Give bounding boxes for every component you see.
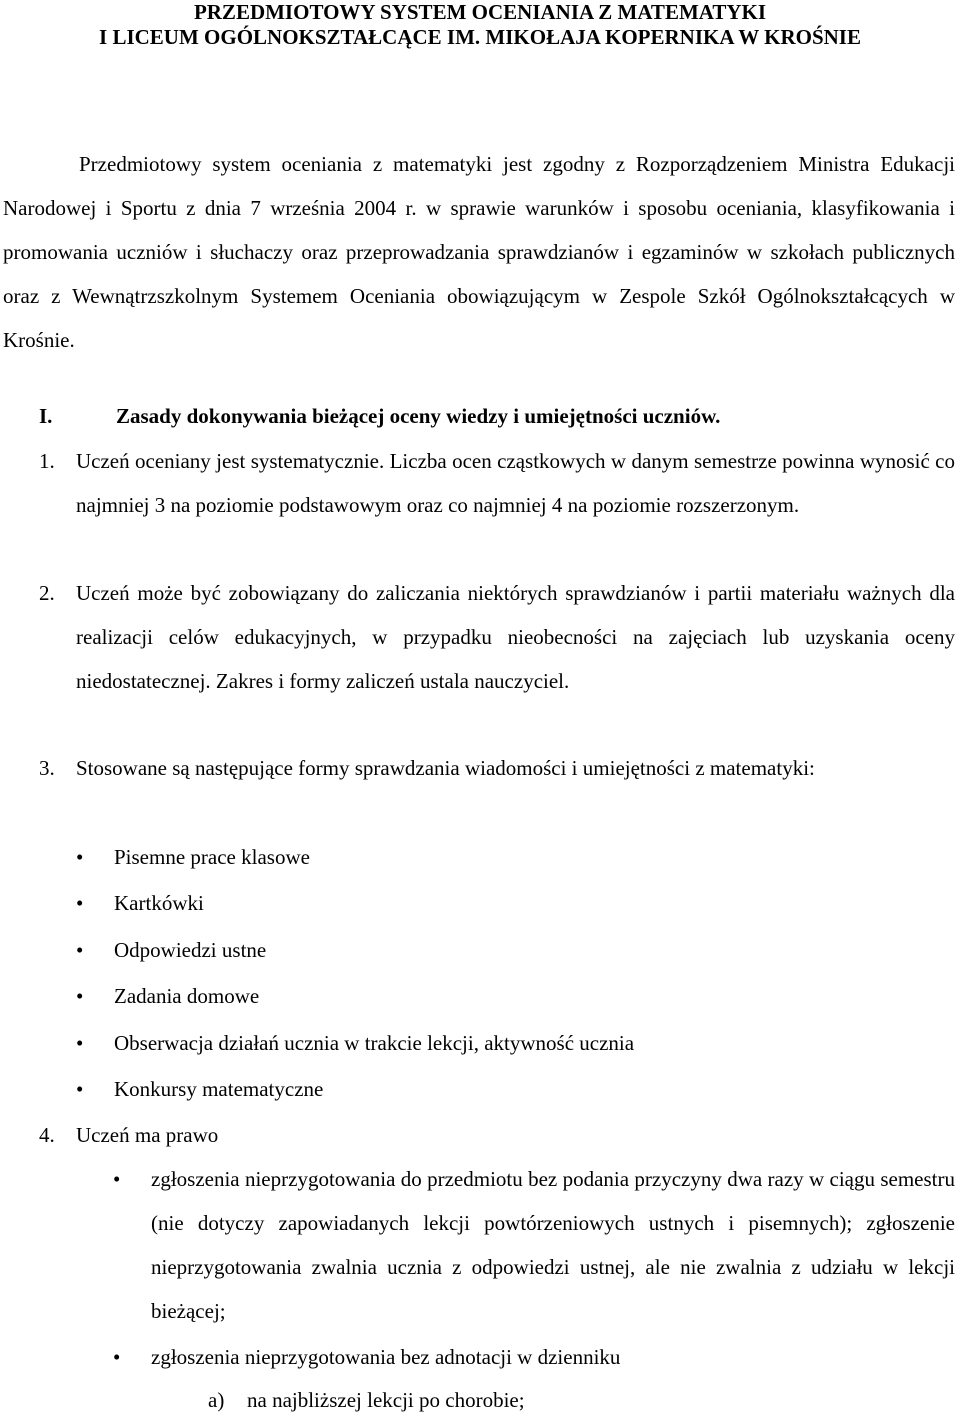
list-item-number: 3. <box>39 756 55 780</box>
forms-bullet-2 <box>0 881 960 925</box>
bullet-icon: • <box>76 984 84 1008</box>
document-title <box>0 0 960 50</box>
list-item-text: Uczeń oceniany jest systematycznie. Liczba ocen cząstkowych w danym semestrze powinna wynosić co najmniej 3 na poziomie podstawowym oraz co najmniej 4 na poziomie rozszerzonym. <box>76 449 955 517</box>
list-item-number: 1. <box>39 449 55 473</box>
forms-bullet-1 <box>0 835 960 879</box>
section-number: I. <box>39 404 53 428</box>
list-item-number: 2. <box>39 581 55 605</box>
bullet-icon: • <box>113 1167 121 1191</box>
bullet-icon: • <box>76 845 84 869</box>
forms-bullet-text: Obserwacja działań ucznia w trakcie lekcji, aktywność ucznia <box>114 1031 635 1055</box>
forms-bullet-text: Pisemne prace klasowe <box>114 845 310 869</box>
title-line-2: I LICEUM OGÓLNOKSZTAŁCĄCE IM. MIKOŁAJA KOPERNIKA W KROŚNIE <box>99 25 861 49</box>
forms-bullet-text: Konkursy matematyczne <box>114 1077 324 1101</box>
list-item-text: Stosowane są następujące formy sprawdzania wiadomości i umiejętności z matematyki: <box>76 756 815 780</box>
bullet-icon: • <box>76 1077 84 1101</box>
rights-bullet-text: zgłoszenia nieprzygotowania do przedmiotu bez podania przyczyny dwa razy w ciągu semestru (nie dotyczy zapowiadanych lekcji powtórzeniowych ustnych i pisemnych); zgłoszenie nieprzygotowania zwalnia ucznia z odpowiedzi ustnej, ale nie zwalnia z udziału w lekcji bieżącej; <box>151 1167 955 1323</box>
list-item-text: Uczeń może być zobowiązany do zaliczania niektórych sprawdzianów i partii materiału ważnych dla realizacji celów edukacyjnych, w przypadku nieobecności na zajęciach lub uzyskania oceny niedostatecznej. Zakres i formy zaliczeń ustala nauczyciel. <box>76 581 955 693</box>
list-item-text: Uczeń ma prawo <box>76 1123 219 1147</box>
bullet-icon: • <box>76 938 84 962</box>
bullet-icon: • <box>113 1345 121 1369</box>
section-heading <box>0 404 960 438</box>
forms-bullet-text: Zadania domowe <box>114 984 260 1008</box>
forms-bullet-6 <box>0 1067 960 1111</box>
title-line-1: PRZEDMIOTOWY SYSTEM OCENIANIA Z MATEMATYKI <box>193 0 767 24</box>
forms-bullet-text: Kartkówki <box>114 891 204 915</box>
forms-bullet-text: Odpowiedzi ustne <box>114 938 267 962</box>
forms-bullet-4 <box>0 974 960 1018</box>
sub-item-text: na najbliższej lekcji po chorobie; <box>247 1388 525 1412</box>
list-item-number: 4. <box>39 1123 55 1147</box>
sub-item-label: a) <box>208 1388 225 1412</box>
forms-bullet-5 <box>0 1021 960 1065</box>
forms-bullet-3 <box>0 928 960 972</box>
rights-bullet-text: zgłoszenia nieprzygotowania bez adnotacji w dzienniku <box>151 1345 621 1369</box>
sub-item-a <box>0 1378 960 1418</box>
bullet-icon: • <box>76 1031 84 1055</box>
intro-paragraph: Przedmiotowy system oceniania z matematyki jest zgodny z Rozporządzeniem Ministra Edukacji Narodowej i Sportu z dnia 7 września 2004 r. w sprawie warunków i sposobu oceniania, klasyfikowania i promowania uczniów i słuchaczy oraz przeprowadzania sprawdzianów i egzaminów w szkołach publicznych oraz z Wewnątrzszkolnym Systemem Oceniania obowiązującym w Zespole Szkół Ogólnokształcących w Krośnie. <box>3 152 955 352</box>
section-heading-text: Zasady dokonywania bieżącej oceny wiedzy i umiejętności uczniów. <box>116 404 721 428</box>
bullet-icon: • <box>76 891 84 915</box>
